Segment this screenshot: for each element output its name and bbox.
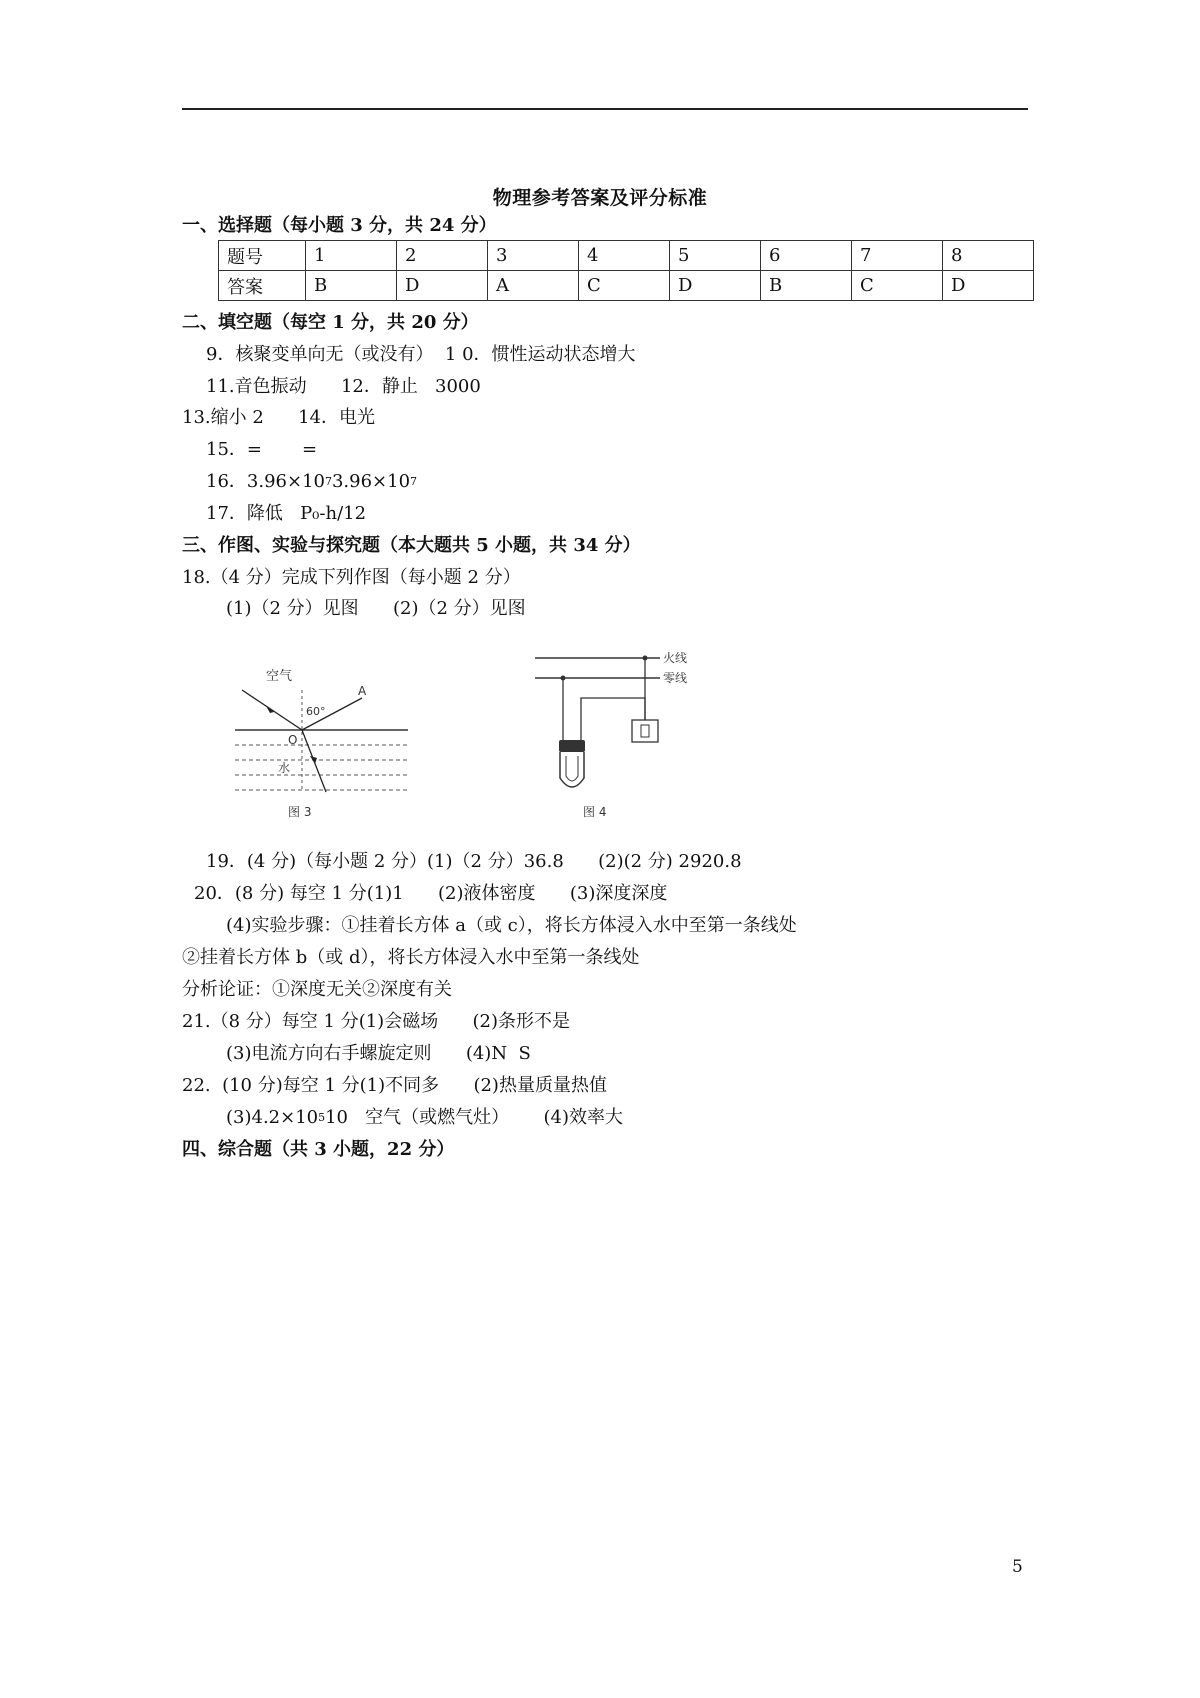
- line16-exponent-2: 7: [410, 475, 418, 488]
- table-cell: B: [306, 271, 397, 301]
- answer-line-22-2: [226, 1106, 623, 1132]
- table-cell: 2: [397, 241, 488, 271]
- lamp-filament: [566, 756, 578, 781]
- table-cell: 3: [488, 241, 579, 271]
- lamp-bulb: [560, 752, 584, 787]
- table-cell: A: [488, 271, 579, 301]
- answer-line-13-14: 13.缩小 2 14．电光: [182, 407, 376, 428]
- switch-box: [632, 720, 658, 742]
- fig3-air-label: 空气: [266, 669, 293, 684]
- fig3-A-label: A: [358, 684, 367, 698]
- fig4-live-label: 火线: [663, 651, 688, 665]
- answer-line-18: 18.（4 分）完成下列作图（每小题 2 分）: [182, 567, 521, 588]
- answer-line-9-10: 9．核聚变单向无（或没有） 1 0．惯性运动状态增大: [206, 344, 636, 365]
- document-title: 物理参考答案及评分标准: [492, 187, 708, 209]
- table-cell: C: [579, 271, 670, 301]
- table-cell: B: [761, 271, 852, 301]
- answer-line-20-4: (4)实验步骤：①挂着长方体 a（或 c），将长方体浸入水中至第一条线处: [226, 915, 797, 936]
- fig3-angle-label: 60°: [306, 705, 326, 718]
- table-row: [219, 271, 1034, 301]
- switch-toggle: [641, 725, 649, 737]
- section4-heading: 四、综合题（共 3 小题，22 分）: [182, 1139, 455, 1160]
- answer-line-21-2: (3)电流方向右手螺旋定则 (4)N S: [226, 1043, 531, 1064]
- table-row: [219, 241, 1034, 271]
- table-cell: 7: [852, 241, 943, 271]
- line22-part-b: 10 空气（或燃气灶） (4)效率大: [325, 1107, 624, 1128]
- line16-part-a: 16．3.96×10: [206, 471, 325, 492]
- table-cell: 1: [306, 241, 397, 271]
- answer-line-20: 20．(8 分) 每空 1 分(1)1 (2)液体密度 (3)深度深度: [194, 883, 668, 904]
- answer-table: [218, 240, 1034, 301]
- line16-exponent: 7: [324, 475, 332, 488]
- fig4-caption: 图 4: [583, 805, 607, 819]
- table-cell: D: [397, 271, 488, 301]
- table-cell: D: [943, 271, 1034, 301]
- lamp-socket: [559, 740, 585, 752]
- line22-part-a: (3)4.2×10: [226, 1107, 319, 1128]
- line22-exponent: 5: [318, 1111, 326, 1124]
- figure-3-refraction: [230, 660, 410, 820]
- answer-line-22: 22. (10 分)每空 1 分(1)不同多 (2)热量质量热值: [182, 1075, 607, 1096]
- section3-heading: 三、作图、实验与探究题（本大题共 5 小题，共 34 分）: [182, 535, 641, 556]
- answer-line-19: 19．(4 分)（每小题 2 分）(1)（2 分）36.8 (2)(2 分) 2920.8: [206, 851, 742, 872]
- table-cell: 4: [579, 241, 670, 271]
- table-cell: 答案: [219, 271, 306, 301]
- fig3-O-label: O: [288, 733, 298, 747]
- answer-line-11-12: 11.音色振动 12．静止 3000: [206, 376, 481, 397]
- table-cell: 5: [670, 241, 761, 271]
- answer-line-21: 21.（8 分）每空 1 分(1)会磁场 (2)条形不是: [182, 1011, 571, 1032]
- fig4-neutral-label: 零线: [663, 671, 688, 685]
- answer-line-16: [206, 470, 417, 496]
- table-cell: C: [852, 271, 943, 301]
- incident-arrow: [266, 706, 274, 713]
- fig3-water-label: 水: [278, 761, 291, 775]
- incident-ray: [242, 690, 302, 730]
- line16-part-b: 3.96×10: [331, 471, 411, 492]
- table-cell: 题号: [219, 241, 306, 271]
- table-cell: 6: [761, 241, 852, 271]
- answer-line-17: 17．降低 P₀-h/12: [206, 503, 367, 524]
- fig3-caption: 图 3: [288, 805, 312, 819]
- figure-4-circuit: [535, 648, 735, 828]
- answer-line-15: 15．= =: [206, 439, 318, 460]
- page-number: 5: [1012, 1557, 1023, 1577]
- table-cell: D: [670, 271, 761, 301]
- table-cell: 8: [943, 241, 1034, 271]
- answer-line-18-sub: (1)（2 分）见图 (2)（2 分）见图: [226, 598, 526, 619]
- answer-line-20-6: 分析论证：①深度无关②深度有关: [182, 979, 452, 1000]
- answer-line-20-5: ②挂着长方体 b（或 d），将长方体浸入水中至第一条线处: [182, 947, 640, 968]
- header-rule: [182, 108, 1028, 110]
- section2-heading: 二、填空题（每空 1 分，共 20 分）: [182, 312, 479, 333]
- refracted-arrow: [310, 756, 317, 764]
- section1-heading: 一、选择题（每小题 3 分，共 24 分）: [182, 215, 497, 236]
